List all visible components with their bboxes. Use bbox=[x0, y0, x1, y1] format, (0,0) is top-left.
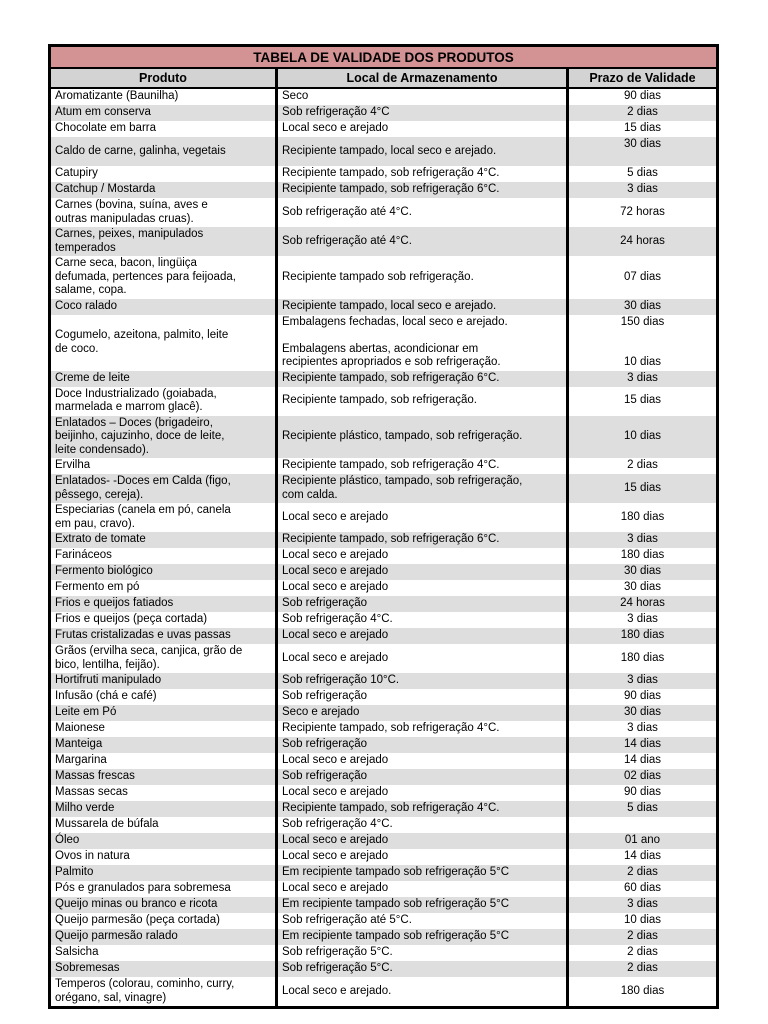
cell-line: Salsicha bbox=[55, 946, 99, 959]
table-cell-local bbox=[275, 548, 566, 564]
cell-line: 90 dias bbox=[623, 90, 662, 103]
table-cell-local bbox=[275, 721, 566, 737]
cell-line: Aromatizante (Baunilha) bbox=[55, 90, 179, 103]
table-cell-produto bbox=[51, 644, 275, 673]
cell-line: Recipiente tampado sob refrigeração. bbox=[282, 270, 474, 283]
cell-line: Margarina bbox=[55, 754, 107, 767]
cell-line: Óleo bbox=[55, 834, 80, 847]
table-cell-produto bbox=[51, 865, 275, 881]
cell-line: Local seco e arejado bbox=[282, 510, 389, 523]
table-cell-produto bbox=[51, 945, 275, 961]
table-cell-local bbox=[275, 644, 566, 673]
cell-line: Atum em conserva bbox=[55, 106, 151, 119]
table-cell-produto bbox=[51, 182, 275, 198]
cell-line: Massas secas bbox=[55, 786, 128, 799]
cell-line: 07 dias bbox=[623, 270, 662, 283]
cell-line: 60 dias bbox=[623, 882, 662, 895]
table-cell-produto bbox=[51, 689, 275, 705]
table-cell-produto bbox=[51, 416, 275, 459]
table-cell-produto bbox=[51, 596, 275, 612]
cell-line: Sob refrigeração bbox=[282, 770, 368, 783]
cell-line: Carne seca, bacon, lingüiça bbox=[55, 257, 197, 269]
cell-line: Recipiente tampado, sob refrigeração 4°C. bbox=[282, 459, 500, 472]
cell-line: Enlatados- -Doces em Calda (figo, bbox=[55, 475, 231, 487]
cell-line: 5 dias bbox=[627, 802, 658, 815]
table-cell-prazo bbox=[566, 458, 716, 474]
cell-line: Catupiry bbox=[55, 167, 98, 180]
cell-line: Em recipiente tampado sob refrigeração 5°C bbox=[282, 898, 510, 911]
cell-line: orégano, sal, vinagre) bbox=[55, 991, 167, 1004]
table-cell-produto bbox=[51, 474, 275, 503]
table-cell-produto bbox=[51, 137, 275, 166]
table-cell-local bbox=[275, 137, 566, 166]
table-cell-produto bbox=[51, 371, 275, 387]
cell-line: com calda. bbox=[282, 488, 338, 501]
table-cell-produto bbox=[51, 849, 275, 865]
table-cell-produto bbox=[51, 961, 275, 977]
table-cell-local bbox=[275, 673, 566, 689]
cell-line: temperados bbox=[55, 241, 116, 254]
cell-line: Seco e arejado bbox=[282, 706, 360, 719]
cell-line: 150 dias bbox=[620, 315, 665, 328]
table-cell-produto bbox=[51, 612, 275, 628]
table-cell-produto bbox=[51, 753, 275, 769]
cell-line: Manteiga bbox=[55, 738, 103, 751]
cell-line: Coco ralado bbox=[55, 299, 118, 312]
table-cell-local bbox=[275, 503, 566, 532]
cell-line: Massas frescas bbox=[55, 770, 135, 783]
cell-line: 24 horas bbox=[620, 234, 665, 247]
table-cell-produto bbox=[51, 801, 275, 817]
table-cell-local bbox=[275, 387, 566, 416]
table-cell-produto bbox=[51, 785, 275, 801]
table-cell-local bbox=[275, 913, 566, 929]
cell-line: 24 horas bbox=[620, 597, 665, 610]
cell-line: Local seco e arejado bbox=[282, 850, 389, 863]
cell-line: Frios e queijos fatiados bbox=[55, 597, 174, 610]
table-cell-produto bbox=[51, 721, 275, 737]
cell-line: 01 ano bbox=[624, 834, 661, 847]
cell-line: Em recipiente tampado sob refrigeração 5°C bbox=[282, 866, 510, 879]
table-cell-produto bbox=[51, 387, 275, 416]
table-cell-produto bbox=[51, 503, 275, 532]
cell-line: 15 dias bbox=[623, 122, 662, 135]
column-header-local-de-armazenamento: Local de Armazenamento bbox=[275, 69, 566, 89]
cell-line: Fermento em pó bbox=[55, 581, 140, 594]
cell-line: em pau, cravo). bbox=[55, 517, 135, 530]
cell-line: 14 dias bbox=[623, 754, 662, 767]
table-cell-prazo bbox=[566, 961, 716, 977]
table-cell-local bbox=[275, 198, 566, 227]
table-cell-produto bbox=[51, 105, 275, 121]
table-cell-produto bbox=[51, 673, 275, 689]
cell-line: Recipiente plástico, tampado, sob refrigeração. bbox=[282, 430, 523, 442]
table-cell-local bbox=[275, 299, 566, 315]
table-cell-prazo bbox=[566, 182, 716, 198]
table-cell-produto bbox=[51, 548, 275, 564]
cell-line: Farináceos bbox=[55, 549, 112, 562]
table-cell-produto bbox=[51, 881, 275, 897]
table-cell-produto bbox=[51, 817, 275, 833]
table-cell-local bbox=[275, 833, 566, 849]
cell-line: 14 dias bbox=[623, 850, 662, 863]
cell-line bbox=[571, 152, 714, 166]
table-cell-prazo bbox=[566, 801, 716, 817]
cell-line: 30 dias bbox=[623, 565, 662, 578]
table-cell-produto bbox=[51, 315, 275, 371]
cell-line: Hortifruti manipulado bbox=[55, 674, 162, 687]
cell-line: Local seco e arejado. bbox=[282, 984, 392, 997]
cell-line: Fermento biológico bbox=[55, 565, 153, 578]
cell-line: 30 dias bbox=[623, 138, 662, 150]
cell-line: Local seco e arejado bbox=[282, 834, 389, 847]
cell-line: Sob refrigeração 4°C bbox=[282, 106, 390, 119]
table-cell-local bbox=[275, 753, 566, 769]
cell-line: 15 dias bbox=[623, 481, 662, 494]
column-header-produto: Produto bbox=[51, 69, 275, 89]
table-cell-prazo bbox=[566, 833, 716, 849]
table-cell-local bbox=[275, 227, 566, 256]
cell-line: Sob refrigeração bbox=[282, 690, 368, 703]
cell-line: Grãos (ervilha seca, canjica, grão de bbox=[55, 645, 243, 657]
cell-line: Sob refrigeração bbox=[282, 597, 368, 610]
table-cell-prazo bbox=[566, 371, 716, 387]
table-cell-local bbox=[275, 612, 566, 628]
table-cell-local bbox=[275, 945, 566, 961]
table-cell-prazo bbox=[566, 416, 716, 459]
table-cell-local bbox=[275, 769, 566, 785]
table-cell-prazo bbox=[566, 299, 716, 315]
table-cell-prazo bbox=[566, 137, 716, 166]
table-cell-prazo bbox=[566, 387, 716, 416]
cell-line: 3 dias bbox=[627, 533, 658, 546]
cell-line: 3 dias bbox=[627, 674, 658, 687]
cell-line: Sob refrigeração bbox=[282, 738, 368, 751]
table-cell-prazo bbox=[566, 580, 716, 596]
cell-line: outras manipuladas cruas). bbox=[55, 212, 194, 225]
table-cell-prazo bbox=[566, 503, 716, 532]
cell-line: marmelada e marrom glacê). bbox=[55, 401, 203, 413]
cell-line: 2 dias bbox=[627, 866, 658, 879]
cell-line: leite condensado). bbox=[55, 443, 149, 456]
table-cell-prazo bbox=[566, 673, 716, 689]
cell-line: Queijo parmesão (peça cortada) bbox=[55, 914, 220, 927]
cell-line: 2 dias bbox=[627, 106, 658, 119]
cell-line bbox=[571, 329, 714, 343]
table-cell-prazo bbox=[566, 548, 716, 564]
table-cell-produto bbox=[51, 628, 275, 644]
cell-line: Sob refrigeração 4°C. bbox=[282, 818, 393, 831]
table-cell-prazo bbox=[566, 929, 716, 945]
cell-line: Queijo parmesão ralado bbox=[55, 930, 178, 943]
cell-line: 180 dias bbox=[620, 549, 665, 562]
table-cell-prazo bbox=[566, 256, 716, 299]
cell-line: 3 dias bbox=[627, 613, 658, 626]
table-cell-prazo bbox=[566, 977, 716, 1006]
table-cell-prazo bbox=[566, 689, 716, 705]
table-cell-produto bbox=[51, 564, 275, 580]
cell-line: Local seco e arejado bbox=[282, 882, 389, 895]
table-cell-local bbox=[275, 89, 566, 105]
table-cell-local bbox=[275, 705, 566, 721]
table-cell-produto bbox=[51, 256, 275, 299]
table-cell-local bbox=[275, 785, 566, 801]
cell-line: 10 dias bbox=[623, 914, 662, 927]
cell-line: Ervilha bbox=[55, 459, 91, 472]
cell-line: Sob refrigeração até 4°C. bbox=[282, 234, 412, 247]
cell-line: salame, copa. bbox=[55, 284, 127, 296]
table-cell-local bbox=[275, 315, 566, 371]
cell-line: 02 dias bbox=[623, 770, 662, 783]
table-cell-local bbox=[275, 801, 566, 817]
table-cell-local bbox=[275, 817, 566, 833]
cell-line: Cogumelo, azeitona, palmito, leite bbox=[55, 329, 229, 341]
cell-line: Extrato de tomate bbox=[55, 533, 146, 546]
table-cell-prazo bbox=[566, 865, 716, 881]
table-cell-local bbox=[275, 580, 566, 596]
table-cell-prazo bbox=[566, 612, 716, 628]
table-cell-prazo bbox=[566, 737, 716, 753]
cell-line: recipientes apropriados e sob refrigeração. bbox=[282, 356, 501, 368]
cell-line: de coco. bbox=[55, 342, 99, 355]
cell-line: 180 dias bbox=[620, 651, 665, 664]
cell-line: 180 dias bbox=[620, 629, 665, 642]
cell-line: 72 horas bbox=[620, 205, 665, 218]
cell-line: 90 dias bbox=[623, 690, 662, 703]
cell-line: Recipiente tampado, local seco e arejado. bbox=[282, 299, 497, 312]
cell-line: Recipiente tampado, sob refrigeração 4°C. bbox=[282, 722, 500, 735]
table-cell-local bbox=[275, 371, 566, 387]
cell-line: Recipiente tampado, sob refrigeração 4°C. bbox=[282, 802, 500, 815]
cell-line: 14 dias bbox=[623, 738, 662, 751]
table-cell-local bbox=[275, 628, 566, 644]
table-cell-prazo bbox=[566, 628, 716, 644]
cell-line: 5 dias bbox=[627, 167, 658, 180]
cell-line: Recipiente tampado, sob refrigeração 6°C. bbox=[282, 183, 500, 196]
cell-line: Local seco e arejado bbox=[282, 629, 389, 642]
cell-line: 2 dias bbox=[627, 962, 658, 975]
cell-line: Frios e queijos (peça cortada) bbox=[55, 613, 208, 626]
cell-line: 3 dias bbox=[627, 722, 658, 735]
table-cell-local bbox=[275, 532, 566, 548]
cell-line: 10 dias bbox=[623, 356, 662, 368]
table-cell-local bbox=[275, 929, 566, 945]
table-cell-prazo bbox=[566, 945, 716, 961]
table-cell-local bbox=[275, 977, 566, 1006]
cell-line: Frutas cristalizadas e uvas passas bbox=[55, 629, 231, 642]
table-cell-local bbox=[275, 256, 566, 299]
column-header-prazo-de-validade: Prazo de Validade bbox=[566, 69, 716, 89]
cell-line: Local seco e arejado bbox=[282, 581, 389, 594]
table-cell-prazo bbox=[566, 596, 716, 612]
cell-line: Sob refrigeração 10°C. bbox=[282, 674, 400, 687]
cell-line: Milho verde bbox=[55, 802, 115, 815]
cell-line: Recipiente tampado, local seco e arejado. bbox=[282, 144, 497, 157]
cell-line: Chocolate em barra bbox=[55, 122, 156, 135]
cell-line: Maionese bbox=[55, 722, 105, 735]
table-cell-local bbox=[275, 182, 566, 198]
table-cell-prazo bbox=[566, 198, 716, 227]
table-cell-prazo bbox=[566, 532, 716, 548]
cell-line: 2 dias bbox=[627, 459, 658, 472]
cell-line: Sob refrigeração 4°C. bbox=[282, 613, 393, 626]
table-cell-produto bbox=[51, 913, 275, 929]
cell-line: Seco bbox=[282, 90, 309, 103]
table-cell-local bbox=[275, 596, 566, 612]
cell-line: Recipiente tampado, sob refrigeração. bbox=[282, 394, 477, 407]
cell-line: Carnes (bovina, suína, aves e bbox=[55, 199, 208, 211]
cell-line: Especiarias (canela em pó, canela bbox=[55, 504, 231, 516]
table-cell-local bbox=[275, 881, 566, 897]
table-cell-prazo bbox=[566, 166, 716, 182]
cell-line: Mussarela de búfala bbox=[55, 818, 159, 831]
cell-line: bico, lentilha, feijão). bbox=[55, 658, 160, 671]
cell-line: Local seco e arejado bbox=[282, 754, 389, 767]
cell-line: 2 dias bbox=[627, 930, 658, 943]
table-cell-produto bbox=[51, 532, 275, 548]
cell-line: Local seco e arejado bbox=[282, 786, 389, 799]
cell-line: Recipiente plástico, tampado, sob refrigeração, bbox=[282, 475, 523, 487]
table-cell-prazo bbox=[566, 474, 716, 503]
cell-line: 30 dias bbox=[623, 299, 662, 312]
cell-line: Recipiente tampado, sob refrigeração 6°C. bbox=[282, 371, 500, 384]
table-cell-local bbox=[275, 416, 566, 459]
cell-line: Local seco e arejado bbox=[282, 565, 389, 578]
cell-line: beijinho, cajuzinho, doce de leite, bbox=[55, 430, 225, 442]
table-cell-produto bbox=[51, 166, 275, 182]
table-cell-prazo bbox=[566, 105, 716, 121]
cell-line: Recipiente tampado, sob refrigeração 4°C. bbox=[282, 167, 500, 180]
cell-line: Sob refrigeração até 4°C. bbox=[282, 205, 412, 218]
table-cell-produto bbox=[51, 897, 275, 913]
table-cell-produto bbox=[51, 299, 275, 315]
table-cell-local bbox=[275, 166, 566, 182]
cell-line: 3 dias bbox=[627, 898, 658, 911]
cell-line: Sob refrigeração 5°C. bbox=[282, 962, 393, 975]
cell-line: Enlatados – Doces (brigadeiro, bbox=[55, 416, 213, 429]
cell-line: Pós e granulados para sobremesa bbox=[55, 882, 231, 895]
table-cell-local bbox=[275, 865, 566, 881]
table-cell-local bbox=[275, 961, 566, 977]
cell-line: Sobremesas bbox=[55, 962, 120, 975]
cell-line: Embalagens abertas, acondicionar em bbox=[282, 342, 479, 355]
table-cell-produto bbox=[51, 929, 275, 945]
table-cell-local bbox=[275, 458, 566, 474]
table-cell-produto bbox=[51, 121, 275, 137]
table-cell-produto bbox=[51, 769, 275, 785]
cell-line: Embalagens fechadas, local seco e arejado. bbox=[282, 315, 508, 328]
cell-line: 180 dias bbox=[620, 510, 665, 523]
table-cell-prazo bbox=[566, 769, 716, 785]
cell-line: Local seco e arejado bbox=[282, 651, 389, 664]
cell-line: Sob refrigeração até 5°C. bbox=[282, 914, 412, 927]
table-cell-local bbox=[275, 121, 566, 137]
table-cell-prazo bbox=[566, 644, 716, 673]
product-validity-table bbox=[48, 44, 719, 1009]
cell-line: 30 dias bbox=[623, 706, 662, 719]
table-cell-local bbox=[275, 689, 566, 705]
cell-line: Ovos in natura bbox=[55, 850, 130, 863]
cell-line: Catchup / Mostarda bbox=[55, 183, 156, 196]
table-cell-prazo bbox=[566, 753, 716, 769]
cell-line: Leite em Pó bbox=[55, 706, 117, 719]
table-cell-local bbox=[275, 897, 566, 913]
cell-line: Local seco e arejado bbox=[282, 122, 389, 135]
cell-line: 180 dias bbox=[620, 984, 665, 997]
table-cell-produto bbox=[51, 977, 275, 1006]
cell-line: Temperos (colorau, cominho, curry, bbox=[55, 978, 235, 990]
cell-line: 30 dias bbox=[623, 581, 662, 594]
table-cell-prazo bbox=[566, 897, 716, 913]
cell-line: 15 dias bbox=[623, 394, 662, 407]
cell-line: 2 dias bbox=[627, 946, 658, 959]
table-cell-prazo bbox=[566, 881, 716, 897]
cell-line: 3 dias bbox=[627, 371, 658, 384]
table-cell-prazo bbox=[566, 89, 716, 105]
cell-line: Em recipiente tampado sob refrigeração 5°C bbox=[282, 930, 510, 943]
table-cell-produto bbox=[51, 89, 275, 105]
table-cell-produto bbox=[51, 458, 275, 474]
cell-line: Caldo de carne, galinha, vegetais bbox=[55, 144, 226, 157]
table-cell-prazo bbox=[566, 785, 716, 801]
cell-line bbox=[282, 329, 562, 343]
table-cell-prazo bbox=[566, 913, 716, 929]
table-title: TABELA DE VALIDADE DOS PRODUTOS bbox=[51, 47, 716, 69]
cell-line: 10 dias bbox=[623, 430, 662, 442]
table-cell-prazo bbox=[566, 564, 716, 580]
table-cell-produto bbox=[51, 833, 275, 849]
table-cell-prazo bbox=[566, 121, 716, 137]
table-cell-produto bbox=[51, 737, 275, 753]
table-cell-local bbox=[275, 564, 566, 580]
table-cell-local bbox=[275, 849, 566, 865]
table-cell-produto bbox=[51, 705, 275, 721]
table-cell-produto bbox=[51, 580, 275, 596]
table-cell-prazo bbox=[566, 849, 716, 865]
table-cell-local bbox=[275, 737, 566, 753]
cell-line: pêssego, cereja). bbox=[55, 488, 144, 501]
table-cell-prazo bbox=[566, 721, 716, 737]
cell-line: 90 dias bbox=[623, 786, 662, 799]
cell-line: Carnes, peixes, manipulados bbox=[55, 228, 204, 240]
cell-line: Infusão (chá e café) bbox=[55, 690, 157, 703]
table-cell-produto bbox=[51, 227, 275, 256]
cell-line: Palmito bbox=[55, 866, 94, 879]
table-cell-prazo bbox=[566, 817, 716, 833]
cell-line bbox=[571, 343, 714, 357]
table-cell-prazo bbox=[566, 705, 716, 721]
cell-line: defumada, pertences para feijoada, bbox=[55, 270, 236, 283]
table-cell-prazo bbox=[566, 315, 716, 371]
cell-line: Queijo minas ou branco e ricota bbox=[55, 898, 218, 911]
table-cell-local bbox=[275, 474, 566, 503]
cell-line: Creme de leite bbox=[55, 371, 130, 384]
cell-line bbox=[571, 818, 714, 832]
cell-line: Doce Industrializado (goiabada, bbox=[55, 387, 217, 400]
table-cell-prazo bbox=[566, 227, 716, 256]
table-cell-local bbox=[275, 105, 566, 121]
table-cell-produto bbox=[51, 198, 275, 227]
cell-line: Recipiente tampado, sob refrigeração 6°C. bbox=[282, 533, 500, 546]
cell-line: Local seco e arejado bbox=[282, 549, 389, 562]
cell-line: 3 dias bbox=[627, 183, 658, 196]
cell-line: Sob refrigeração 5°C. bbox=[282, 946, 393, 959]
